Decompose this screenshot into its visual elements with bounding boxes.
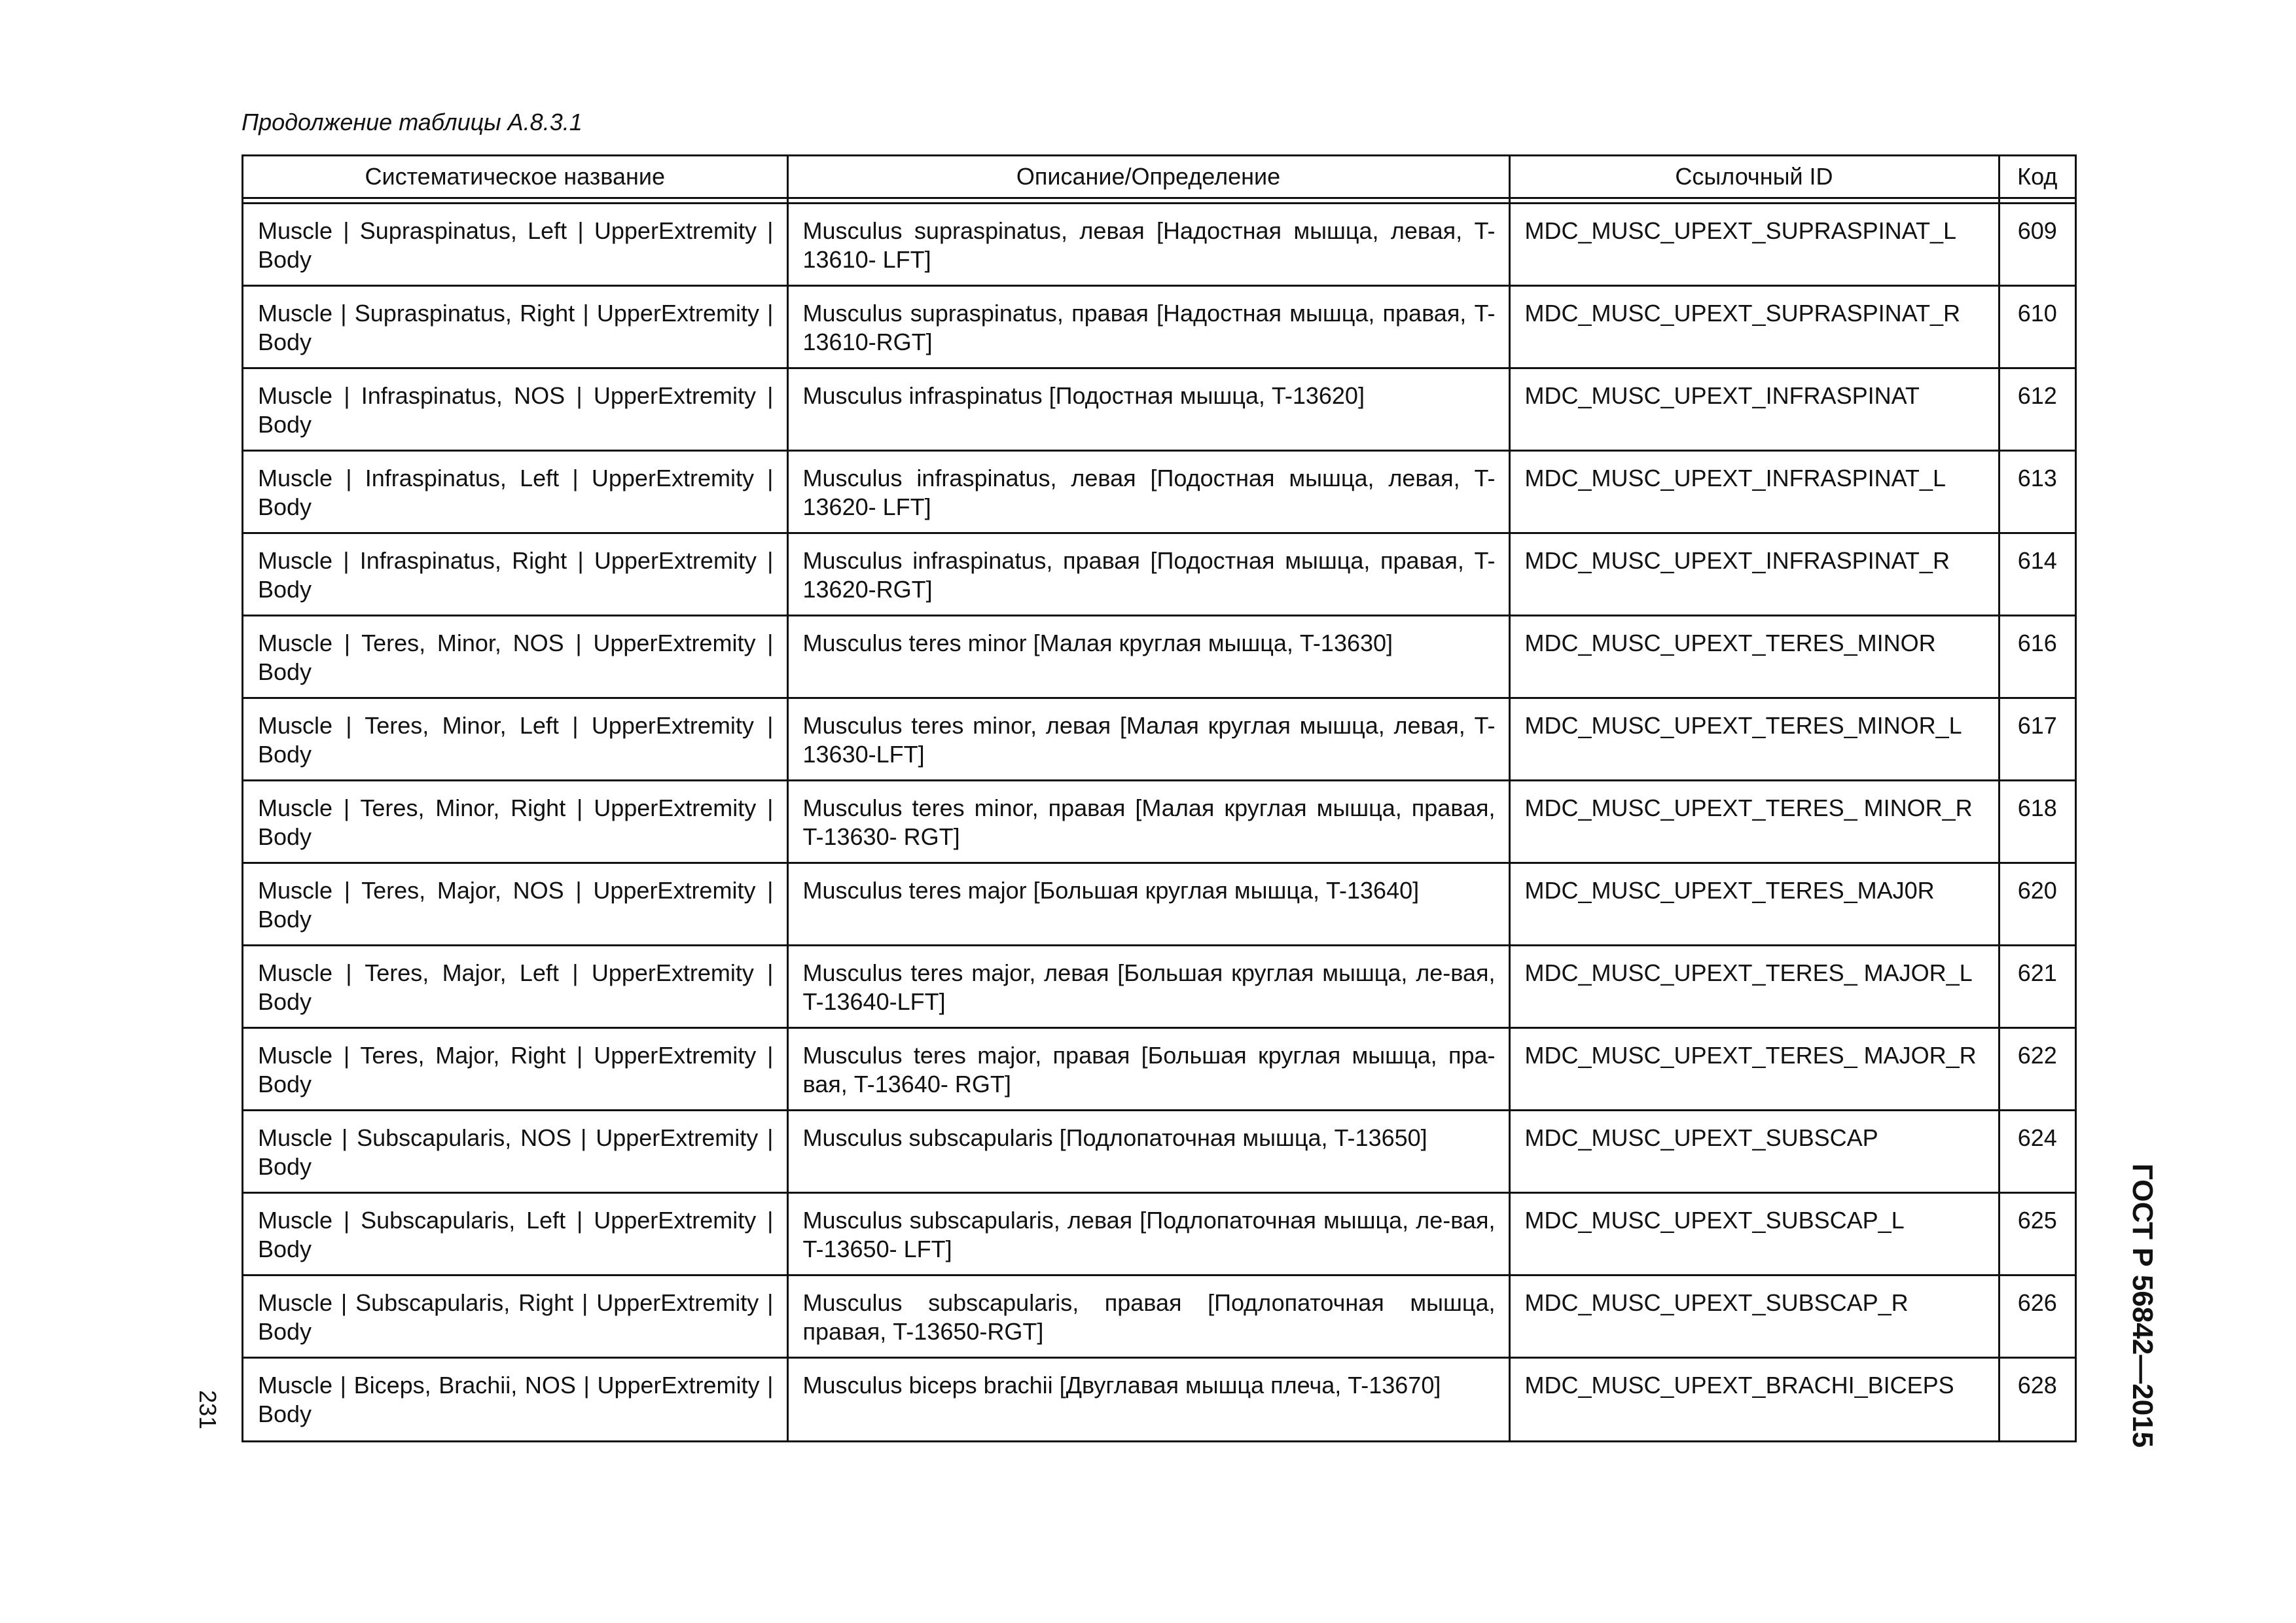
table-row: [243, 451, 2075, 533]
cell-reference-id: MDC_MUSC_UPEXT_TERES_MINOR_L: [1509, 698, 1999, 781]
cell-systematic-name: Muscle | Supraspinatus, Left | UpperExtremity | Body: [243, 204, 787, 286]
cell-reference-id: MDC_MUSC_UPEXT_TERES_ MAJOR_R: [1509, 1028, 1999, 1111]
cell-systematic-name: Muscle | Biceps, Brachii, NOS | UpperExtremity | Body: [243, 1358, 787, 1440]
standard-designation-wrap: [2116, 1152, 2168, 1459]
cell-reference-id: MDC_MUSC_UPEXT_SUBSCAP_L: [1509, 1193, 1999, 1275]
cell-reference-id: MDC_MUSC_UPEXT_INFRASPINAT_R: [1509, 533, 1999, 616]
cell-code: 610: [1999, 286, 2075, 368]
cell-systematic-name: Muscle | Teres, Major, Right | UpperExtremity | Body: [243, 1028, 787, 1111]
table-row: [243, 368, 2075, 451]
table-row: [243, 863, 2075, 946]
cell-systematic-name: Muscle | Infraspinatus, Right | UpperExtremity | Body: [243, 533, 787, 616]
table-row: [243, 286, 2075, 368]
cell-systematic-name: Muscle | Subscapularis, Right | UpperExtremity | Body: [243, 1275, 787, 1358]
table-row: [243, 946, 2075, 1028]
cell-code: 609: [1999, 204, 2075, 286]
cell-systematic-name: Muscle | Infraspinatus, NOS | UpperExtremity | Body: [243, 368, 787, 451]
table-row: [243, 781, 2075, 863]
table-row: [243, 533, 2075, 616]
cell-systematic-name: Muscle | Subscapularis, NOS | UpperExtremity | Body: [243, 1111, 787, 1193]
cell-description: Musculus subscapularis [Подлопаточная мышца, T-13650]: [787, 1111, 1509, 1193]
cell-reference-id: MDC_MUSC_UPEXT_INFRASPINAT: [1509, 368, 1999, 451]
cell-code: 622: [1999, 1028, 2075, 1111]
cell-code: 625: [1999, 1193, 2075, 1275]
muscle-terms-table: [242, 154, 2077, 1442]
header-code: Код: [1999, 156, 2075, 198]
table-row: [243, 1028, 2075, 1111]
cell-description: Musculus teres major, левая [Большая круглая мышца, ле-вая, T-13640-LFT]: [787, 946, 1509, 1028]
cell-reference-id: MDC_MUSC_UPEXT_BRACHI_BICEPS: [1509, 1358, 1999, 1440]
cell-systematic-name: Muscle | Teres, Minor, Left | UpperExtremity | Body: [243, 698, 787, 781]
cell-reference-id: MDC_MUSC_UPEXT_SUPRASPINAT_L: [1509, 204, 1999, 286]
cell-code: 628: [1999, 1358, 2075, 1440]
table-row: [243, 1358, 2075, 1440]
cell-reference-id: MDC_MUSC_UPEXT_INFRASPINAT_L: [1509, 451, 1999, 533]
table-row: [243, 1111, 2075, 1193]
cell-description: Musculus teres minor [Малая круглая мышца, T-13630]: [787, 616, 1509, 698]
table-row: [243, 1275, 2075, 1358]
cell-code: 616: [1999, 616, 2075, 698]
cell-systematic-name: Muscle | Teres, Minor, Right | UpperExtremity | Body: [243, 781, 787, 863]
cell-code: 614: [1999, 533, 2075, 616]
cell-code: 612: [1999, 368, 2075, 451]
cell-reference-id: MDC_MUSC_UPEXT_SUPRASPINAT_R: [1509, 286, 1999, 368]
cell-reference-id: MDC_MUSC_UPEXT_TERES_ MINOR_R: [1509, 781, 1999, 863]
cell-description: Musculus subscapularis, правая [Подлопаточная мышца, правая, T-13650-RGT]: [787, 1275, 1509, 1358]
cell-code: 613: [1999, 451, 2075, 533]
cell-systematic-name: Muscle | Infraspinatus, Left | UpperExtremity | Body: [243, 451, 787, 533]
cell-code: 621: [1999, 946, 2075, 1028]
cell-reference-id: MDC_MUSC_UPEXT_SUBSCAP: [1509, 1111, 1999, 1193]
cell-description: Musculus infraspinatus, левая [Подостная мышца, левая, T-13620- LFT]: [787, 451, 1509, 533]
standard-designation: ГОСТ Р 56842—2015: [2126, 1163, 2159, 1448]
cell-description: Musculus supraspinatus, правая [Надостная мышца, правая, T-13610-RGT]: [787, 286, 1509, 368]
cell-systematic-name: Muscle | Subscapularis, Left | UpperExtremity | Body: [243, 1193, 787, 1275]
table-row: [243, 204, 2075, 286]
header-systematic-name: Систематическое название: [243, 156, 787, 198]
table-body: [243, 204, 2075, 1440]
cell-description: Musculus infraspinatus [Подостная мышца, T-13620]: [787, 368, 1509, 451]
cell-reference-id: MDC_MUSC_UPEXT_SUBSCAP_R: [1509, 1275, 1999, 1358]
table-row: [243, 698, 2075, 781]
cell-systematic-name: Muscle | Supraspinatus, Right | UpperExtremity | Body: [243, 286, 787, 368]
cell-reference-id: MDC_MUSC_UPEXT_TERES_ MAJOR_L: [1509, 946, 1999, 1028]
cell-description: Musculus teres major, правая [Большая круглая мышца, пра-вая, T-13640- RGT]: [787, 1028, 1509, 1111]
header-description: Описание/Определение: [787, 156, 1509, 198]
cell-code: 617: [1999, 698, 2075, 781]
cell-description: Musculus teres minor, левая [Малая круглая мышца, левая, T-13630-LFT]: [787, 698, 1509, 781]
header-reference-id: Ссылочный ID: [1509, 156, 1999, 198]
cell-reference-id: MDC_MUSC_UPEXT_TERES_MINOR: [1509, 616, 1999, 698]
cell-systematic-name: Muscle | Teres, Major, Left | UpperExtremity | Body: [243, 946, 787, 1028]
cell-description: Musculus biceps brachii [Двуглавая мышца плеча, T-13670]: [787, 1358, 1509, 1440]
cell-description: Musculus teres major [Большая круглая мышца, T-13640]: [787, 863, 1509, 946]
table-row: [243, 1193, 2075, 1275]
cell-systematic-name: Muscle | Teres, Minor, NOS | UpperExtremity | Body: [243, 616, 787, 698]
table-header-row: [243, 156, 2075, 198]
header-separator: [243, 198, 2075, 204]
cell-systematic-name: Muscle | Teres, Major, NOS | UpperExtremity | Body: [243, 863, 787, 946]
cell-description: Musculus supraspinatus, левая [Надостная мышца, левая, T-13610- LFT]: [787, 204, 1509, 286]
table-row: [243, 616, 2075, 698]
cell-code: 618: [1999, 781, 2075, 863]
cell-description: Musculus subscapularis, левая [Подлопаточная мышца, ле-вая, T-13650- LFT]: [787, 1193, 1509, 1275]
table-caption: Продолжение таблицы А.8.3.1: [242, 109, 583, 135]
cell-description: Musculus teres minor, правая [Малая круглая мышца, правая, T-13630- RGT]: [787, 781, 1509, 863]
cell-code: 626: [1999, 1275, 2075, 1358]
cell-reference-id: MDC_MUSC_UPEXT_TERES_MAJ0R: [1509, 863, 1999, 946]
cell-code: 624: [1999, 1111, 2075, 1193]
page-number: 231: [194, 1389, 222, 1430]
cell-code: 620: [1999, 863, 2075, 946]
cell-description: Musculus infraspinatus, правая [Подостная мышца, правая, T-13620-RGT]: [787, 533, 1509, 616]
